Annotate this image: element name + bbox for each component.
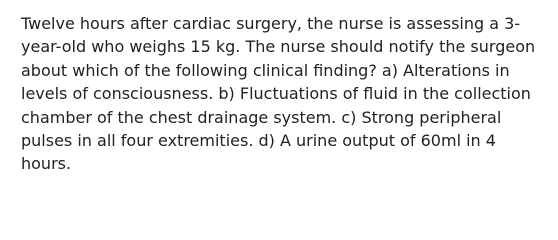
question-line: levels of consciousness. b) Fluctuations of fluid in the collection (21, 84, 531, 104)
question-line: about which of the following clinical finding? a) Alterations in (21, 60, 510, 80)
question-line: pulses in all four extremities. d) A urine output of 60ml in 4 (21, 131, 496, 151)
question-text (21, 12, 543, 176)
question-line: year-old who weighs 15 kg. The nurse should notify the surgeon (21, 37, 536, 57)
question-line: Twelve hours after cardiac surgery, the nurse is assessing a 3- (21, 14, 521, 33)
question-line: chamber of the chest drainage system. c) Strong peripheral (21, 107, 502, 127)
question-line: hours. (21, 154, 72, 174)
